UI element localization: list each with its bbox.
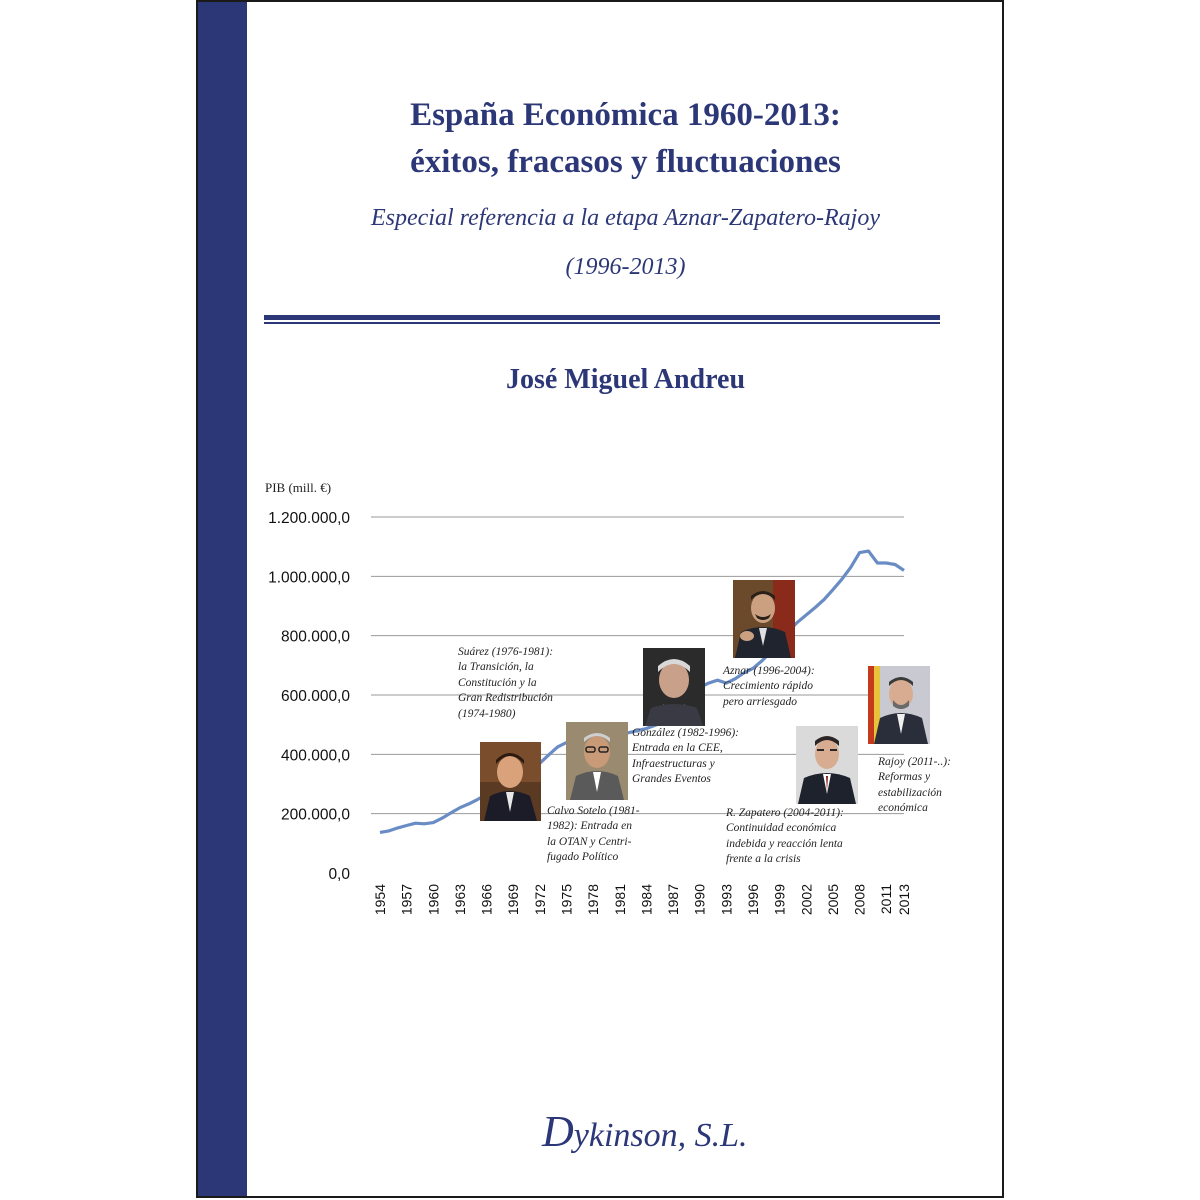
- chart-y-tick-label: 1.000.000,0: [268, 569, 350, 587]
- book-subtitle-line-1: Especial referencia a la etapa Aznar-Zapatero-Rajoy: [371, 205, 880, 231]
- chart-x-tick-label: 1996: [745, 884, 762, 916]
- chart-x-tick-label: 1990: [691, 884, 708, 916]
- portrait-calvo-sotelo: [566, 722, 628, 800]
- chart-x-tick-label: 1975: [558, 884, 575, 916]
- chart-x-tick-label: 1999: [771, 884, 788, 916]
- chart-x-tick-label: 1960: [425, 884, 442, 916]
- chart-x-tick-label: 1963: [451, 884, 468, 916]
- chart-y-tick-labels: [268, 510, 350, 883]
- chart-x-tick-label: 1972: [531, 884, 548, 916]
- chart-x-tick-label: 1987: [665, 884, 682, 916]
- chart-x-tick-label: 1978: [585, 884, 602, 916]
- portrait-suarez: [480, 742, 541, 821]
- chart-x-tick-label: 1981: [611, 884, 628, 916]
- book-title-line-1: España Económica 1960-2013:: [410, 97, 841, 133]
- chart-y-axis-label: PIB (mill. €): [265, 480, 332, 495]
- publisher-logo: [542, 1106, 748, 1157]
- annotation-aznar: Aznar (1996-2004): Crecimiento rápido pero arriesgado: [723, 665, 815, 708]
- chart-y-tick-label: 400.000,0: [281, 747, 350, 765]
- annotation-suarez: Suárez (1976-1981): la Transición, la Constitución y la Gran Redistribución (1974-1980): [458, 646, 554, 720]
- chart-x-tick-label: 1993: [718, 884, 735, 916]
- chart-x-tick-label: 1984: [638, 884, 655, 916]
- annotation-rajoy: Rajoy (2011-..): Reformas y estabilización económica: [878, 756, 951, 815]
- book-title-line-2: éxitos, fracasos y fluctuaciones: [410, 144, 841, 180]
- chart-x-tick-label: 1954: [372, 884, 388, 916]
- chart-x-tick-labels: [372, 884, 912, 915]
- chart-y-tick-label: 0,0: [328, 866, 350, 883]
- chart-x-tick-label: 1966: [478, 884, 495, 916]
- book-author: José Miguel Andreu: [505, 364, 746, 395]
- chart-x-tick-label: 2011: [878, 884, 895, 915]
- book-subtitle-line-2: (1996-2013): [565, 254, 686, 280]
- chart-x-tick-label: 2002: [798, 884, 815, 916]
- chart-x-tick-label: 2005: [824, 884, 841, 916]
- chart-x-tick-label: 1969: [505, 884, 522, 916]
- annotation-gonzalez: González (1982-1996): Entrada en la CEE, Infraestructuras y Grandes Eventos: [632, 727, 739, 786]
- portrait-rajoy: [868, 666, 930, 744]
- publisher-logo-text: ykinson, S.L.: [573, 1117, 748, 1154]
- annotation-calvo-sotelo: Calvo Sotelo (1981- 1982): Entrada en la OTAN y Centri- fugado Político: [547, 805, 640, 864]
- chart-y-tick-label: 600.000,0: [281, 688, 350, 705]
- chart-x-tick-label: 2013: [896, 884, 912, 916]
- chart-x-tick-label: 1957: [398, 884, 415, 916]
- publisher-logo-initial: D: [542, 1107, 574, 1156]
- chart-y-tick-label: 1.200.000,0: [268, 510, 350, 527]
- chart-y-tick-label: 200.000,0: [281, 806, 350, 824]
- portrait-gonzalez: [643, 648, 705, 726]
- portrait-zapatero: [796, 726, 858, 804]
- portrait-aznar: [733, 580, 795, 658]
- chart-x-tick-label: 2008: [851, 884, 868, 916]
- annotation-zapatero: R. Zapatero (2004-2011): Continuidad económica indebida y reacción lenta frente a la crisis: [726, 807, 844, 866]
- chart-y-tick-label: 800.000,0: [281, 628, 350, 646]
